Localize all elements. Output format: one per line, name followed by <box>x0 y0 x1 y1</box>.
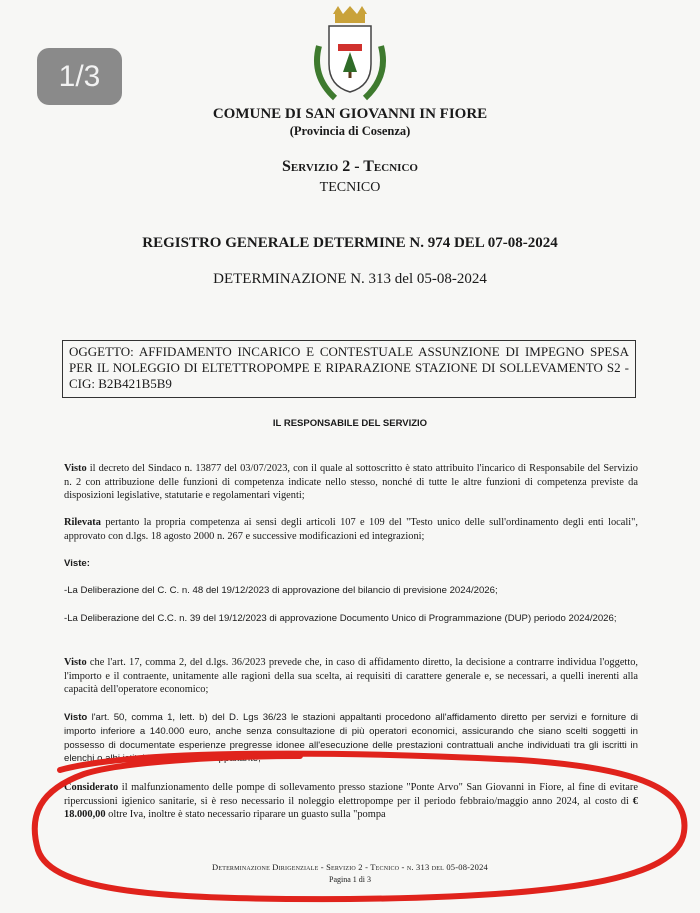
paragraph-lead: Visto <box>64 463 87 474</box>
footer-document-ref: Determinazione Dirigenziale - Servizio 2 - Tecnico - n. 313 del 05-08-2024 <box>212 862 488 872</box>
registro-heading: REGISTRO GENERALE DETERMINE N. 974 DEL 07-08-2024 <box>142 235 558 251</box>
paragraph-rilevata <box>64 516 638 543</box>
municipal-crest-icon <box>305 6 395 106</box>
page-counter[interactable]: 1/3 <box>37 48 122 105</box>
amount-value: € 18.000,00 <box>64 795 638 821</box>
paragraph-text: oltre Iva, inoltre è stato necessario riparare un guasto sulla "pompa <box>105 809 386 821</box>
paragraph-text: l'art. 50, comma 1, lett. b) del D. Lgs 36/23 le stazioni appaltanti procedono all'affidamento diretto per servizi e forniture di importo inferiore a 140.000 euro, anche senza consultazione di più operatori economici, assicurando che siano scelti soggetti in possesso di documentate esperienze pregresse idonee all'esecuzione delle prestazioni contrattuali anche individuati tra gli iscritti in elenchi o albi istituiti dalla stazione appaltante; <box>64 712 638 765</box>
provincia-subtitle: (Provincia di Cosenza) <box>289 124 411 138</box>
paragraph-lead: Considerato <box>64 782 119 793</box>
oggetto-box: OGGETTO: AFFIDAMENTO INCARICO E CONTESTUALE ASSUNZIONE DI IMPEGNO SPESA PER IL NOLEGGIO DI ELTETTROPOMPE E RIPARAZIONE STAZIONE DI SOLLEVAMENTO S2 - CIG: B2B421B5B9 <box>62 340 636 398</box>
responsabile-heading: IL RESPONSABILE DEL SERVIZIO <box>272 418 428 429</box>
paragraph-considerato <box>64 781 638 822</box>
paragraph-text: che l'art. 17, comma 2, del d.lgs. 36/2023 prevede che, in caso di affidamento diretto, la decisione a contrarre individua l'oggetto, l'importo e il contraente, unitamente alle ragioni della sua scelta, ai requisiti di carattere generale e, se necessari, a quelli inerenti alla capacità dell'operatore economico; <box>64 657 638 696</box>
paragraph-text: il decreto del Sindaco n. 13877 del 03/07/2023, con il quale al sottoscritto è stato attribuito l'incarico di Responsabile del Servizio n. 2 con attribuzione delle funzioni di competenza indicate nello stesso, nonché di tutte le altre funzioni di competenza previste da disposizioni legislative, statutarie e regolamentari vigenti; <box>64 463 638 502</box>
comune-title: COMUNE DI SAN GIOVANNI IN FIORE <box>212 106 488 122</box>
paragraph-lead: Rilevata <box>64 517 101 528</box>
paragraph-delibera-bilancio: -La Deliberazione del C. C. n. 48 del 19/12/2023 di approvazione del bilancio di previsione 2024/2026; <box>64 585 498 596</box>
servizio-subheading: TECNICO <box>319 180 381 195</box>
paragraph-lead: Visto <box>64 657 87 668</box>
paragraph-delibera-dup: -La Deliberazione del C.C. n. 39 del 19/12/2023 di approvazione Documento Unico di Programmazione (DUP) periodo 2024/2026; <box>64 613 617 624</box>
viste-heading: Viste: <box>64 558 90 569</box>
determinazione-heading: DETERMINAZIONE N. 313 del 05-08-2024 <box>213 271 487 287</box>
paragraph-visto-decreto <box>64 462 638 503</box>
servizio-heading: Servizio 2 - Tecnico <box>282 158 418 175</box>
footer-page-number: Pagina 1 di 3 <box>329 875 371 884</box>
paragraph-text: pertanto la propria competenza ai sensi degli articoli 107 e 109 del "Testo unico delle sull'ordinamento degli enti locali", approvato con d.lgs. 18 agosto 2000 n. 267 e successive modificazioni ed integrazioni; <box>64 517 638 542</box>
paragraph-text: il malfunzionamento delle pompe di sollevamento presso stazione "Ponte Arvo" San Giovanni in Fiore, al fine di evitare ripercussioni igienico sanitarie, si è reso necessario il noleggio elettropompe per il periodo febbraio/maggio anno 2024, al costo di <box>64 782 638 807</box>
paragraph-visto-art50 <box>64 711 638 766</box>
paragraph-visto-art17 <box>64 656 638 697</box>
paragraph-lead: Visto <box>64 712 88 723</box>
